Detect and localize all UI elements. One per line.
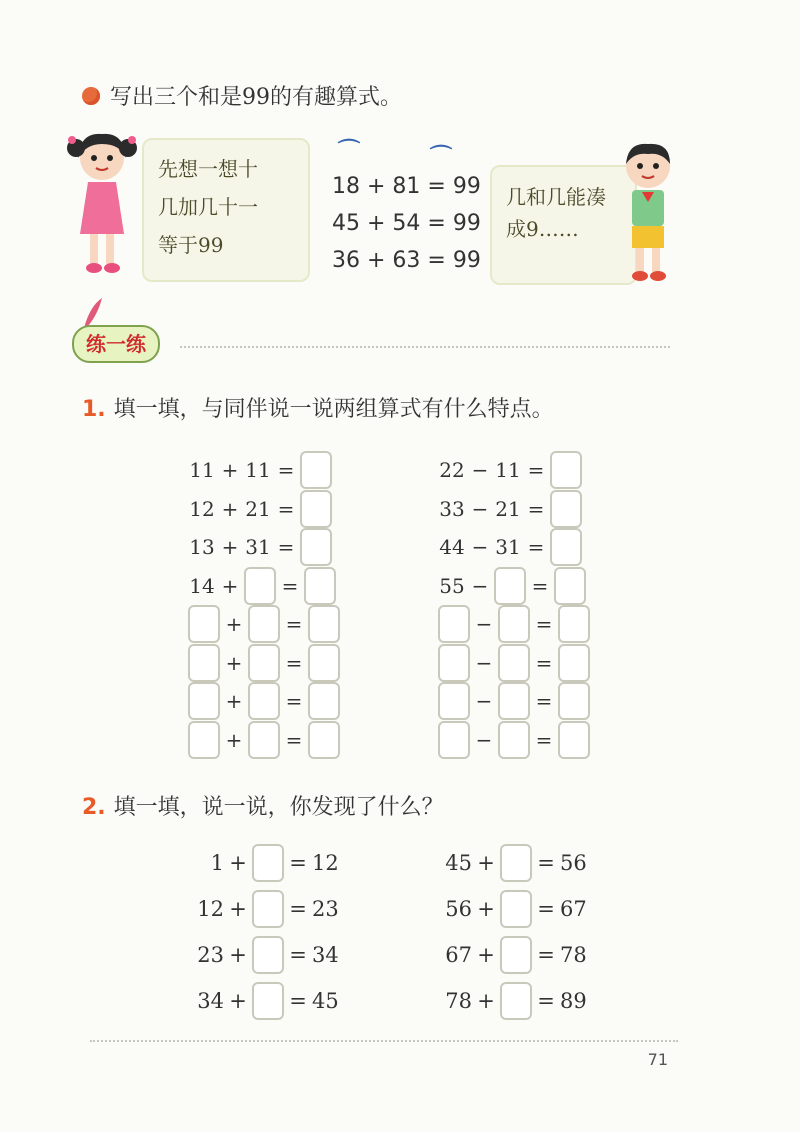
equals-sign: = — [531, 573, 549, 598]
equals-sign: = — [277, 458, 295, 482]
equation-row — [444, 983, 587, 1019]
operand: 34 — [197, 989, 224, 1013]
operator: + — [225, 727, 243, 752]
answer-box[interactable] — [188, 605, 220, 643]
answer-box[interactable] — [438, 721, 470, 759]
answer-box[interactable] — [558, 682, 590, 720]
equation-row — [188, 683, 340, 719]
carry-arc-icon: ⌒ — [430, 144, 453, 170]
operator: − — [475, 727, 493, 752]
equals-sign: = — [285, 727, 303, 752]
equals-sign: = — [537, 851, 555, 875]
equals-sign: = — [527, 496, 545, 521]
answer-box[interactable] — [188, 682, 220, 720]
answer-box[interactable] — [300, 490, 332, 528]
operand: 11 — [245, 458, 271, 482]
answer-box[interactable] — [550, 528, 582, 566]
result: 45 — [312, 989, 339, 1013]
answer-box[interactable] — [498, 682, 530, 720]
answer-box[interactable] — [308, 644, 340, 682]
answer-box[interactable] — [252, 844, 284, 882]
operator: + — [229, 897, 247, 921]
equation-row — [438, 452, 582, 488]
result: 67 — [560, 897, 587, 921]
operator: + — [229, 851, 247, 875]
equation-row — [196, 937, 339, 973]
operand: 13 — [189, 535, 215, 559]
operand: 67 — [445, 943, 472, 967]
equals-sign: = — [527, 458, 545, 482]
bubble-line: 先想一想十 — [158, 157, 258, 181]
operand: 23 — [197, 943, 224, 967]
answer-box[interactable] — [554, 567, 586, 605]
equation-row — [188, 529, 332, 565]
operator: − — [475, 612, 493, 636]
operator: + — [477, 989, 495, 1013]
operator: + — [477, 897, 495, 921]
boy-illustration — [612, 136, 684, 286]
equals-sign: = — [535, 650, 553, 675]
answer-box[interactable] — [500, 982, 532, 1020]
answer-box[interactable] — [558, 644, 590, 682]
question-2-title — [82, 790, 444, 821]
equation-row — [188, 722, 340, 758]
bubble-line: 几加几十一 — [158, 195, 258, 219]
equals-sign: = — [535, 727, 553, 752]
result: 78 — [560, 943, 587, 967]
equation-row — [188, 491, 332, 527]
operand: 11 — [495, 458, 521, 482]
equals-sign: = — [537, 943, 555, 967]
result: 23 — [312, 897, 339, 921]
equation-row — [196, 983, 339, 1019]
answer-box[interactable] — [248, 721, 280, 759]
operand: 31 — [495, 535, 521, 559]
equals-sign: = — [277, 535, 295, 559]
section-tag-practice: 练一练 — [72, 325, 160, 363]
operand: 56 — [445, 897, 472, 921]
equation-row — [196, 891, 339, 927]
answer-box[interactable] — [248, 644, 280, 682]
equation-row — [438, 529, 582, 565]
equation-row — [438, 683, 590, 719]
answer-box[interactable] — [498, 605, 530, 643]
equals-sign: = — [537, 897, 555, 921]
handwritten-equation: 36 + 63 = 99 — [332, 248, 481, 273]
answer-box[interactable] — [550, 490, 582, 528]
equation-row — [196, 845, 339, 881]
equals-sign: = — [289, 943, 307, 967]
operator: − — [475, 650, 493, 675]
equation-row — [188, 645, 340, 681]
equation-row — [188, 452, 332, 488]
operator: + — [477, 851, 495, 875]
operand: 1 — [210, 851, 224, 875]
equation-row — [188, 568, 336, 604]
answer-box[interactable] — [500, 890, 532, 928]
equation-row — [438, 568, 586, 604]
answer-box[interactable] — [438, 644, 470, 682]
bubble-line: 几和几能凑 — [506, 185, 606, 209]
equation-row — [444, 937, 587, 973]
answer-box[interactable] — [500, 844, 532, 882]
operator: + — [221, 535, 239, 559]
answer-box[interactable] — [248, 605, 280, 643]
operator: + — [221, 496, 239, 521]
equals-sign: = — [537, 989, 555, 1013]
answer-box[interactable] — [244, 567, 276, 605]
equals-sign: = — [289, 851, 307, 875]
equals-sign: = — [285, 689, 303, 713]
equation-row — [438, 491, 582, 527]
answer-box[interactable] — [558, 605, 590, 643]
operand: 11 — [189, 458, 215, 482]
operator: + — [225, 689, 243, 713]
equals-sign: = — [289, 897, 307, 921]
operand: 45 — [445, 851, 472, 875]
result: 34 — [312, 943, 339, 967]
answer-box[interactable] — [308, 721, 340, 759]
result: 56 — [560, 851, 587, 875]
operator: + — [225, 612, 243, 636]
answer-box[interactable] — [550, 451, 582, 489]
answer-box[interactable] — [300, 528, 332, 566]
equation-row — [438, 606, 590, 642]
operand: 55 — [439, 573, 465, 598]
operator: − — [475, 689, 493, 713]
operator: + — [221, 458, 239, 482]
equals-sign: = — [285, 650, 303, 675]
answer-box[interactable] — [248, 682, 280, 720]
operand: 33 — [439, 496, 465, 521]
handwritten-equations — [332, 168, 481, 279]
operator: + — [225, 650, 243, 675]
bottom-divider — [90, 1040, 678, 1042]
operand: 44 — [439, 535, 465, 559]
equals-sign: = — [289, 989, 307, 1013]
speech-bubble-girl — [142, 138, 310, 282]
operator: + — [229, 943, 247, 967]
operator: + — [229, 989, 247, 1013]
carry-arc-icon: ⌒ — [338, 138, 361, 164]
bubble-line: 成9…… — [506, 217, 579, 241]
operand: 22 — [439, 458, 465, 482]
question-number: 2. — [82, 795, 106, 820]
equals-sign: = — [535, 612, 553, 636]
page-number: 71 — [647, 1050, 668, 1069]
question-number: 1. — [82, 397, 106, 422]
intro-heading — [82, 80, 402, 111]
operand: 21 — [245, 496, 271, 521]
result: 12 — [312, 851, 339, 875]
equation-row — [188, 606, 340, 642]
equation-row — [444, 845, 587, 881]
operand: 12 — [197, 897, 224, 921]
answer-box[interactable] — [498, 644, 530, 682]
operand: 21 — [495, 496, 521, 521]
operand: 31 — [245, 535, 271, 559]
equals-sign: = — [285, 612, 303, 636]
answer-box[interactable] — [308, 682, 340, 720]
handwritten-equation: 45 + 54 = 99 — [332, 211, 481, 236]
equation-row — [438, 645, 590, 681]
answer-box[interactable] — [308, 605, 340, 643]
answer-box[interactable] — [252, 936, 284, 974]
intro-text: 写出三个和是99的有趣算式。 — [110, 85, 402, 110]
operand: 78 — [445, 989, 472, 1013]
question-text: 填一填，与同伴说一说两组算式有什么特点。 — [113, 397, 554, 422]
result: 89 — [560, 989, 587, 1013]
dotted-divider — [180, 346, 670, 348]
operator: − — [471, 573, 489, 598]
answer-box[interactable] — [438, 682, 470, 720]
operand: 12 — [189, 496, 215, 521]
equals-sign: = — [527, 535, 545, 559]
equals-sign: = — [277, 496, 295, 521]
answer-box[interactable] — [188, 721, 220, 759]
question-1-title — [82, 392, 554, 423]
operator: + — [477, 943, 495, 967]
answer-box[interactable] — [500, 936, 532, 974]
operator: + — [221, 573, 239, 598]
answer-box[interactable] — [498, 721, 530, 759]
equation-row — [444, 891, 587, 927]
operand: 14 — [189, 573, 215, 598]
answer-box[interactable] — [300, 451, 332, 489]
operator: − — [471, 496, 489, 521]
answer-box[interactable] — [188, 644, 220, 682]
handwritten-equation: 18 + 81 = 99 — [332, 174, 481, 199]
girl-illustration — [62, 128, 142, 278]
question-text: 填一填，说一说，你发现了什么？ — [113, 795, 444, 820]
answer-box[interactable] — [558, 721, 590, 759]
answer-box[interactable] — [438, 605, 470, 643]
answer-box[interactable] — [252, 890, 284, 928]
equals-sign: = — [535, 689, 553, 713]
orange-bullet-icon — [82, 87, 100, 105]
answer-box[interactable] — [252, 982, 284, 1020]
equation-row — [438, 722, 590, 758]
operator: − — [471, 535, 489, 559]
bubble-line: 等于99 — [158, 233, 224, 257]
answer-box[interactable] — [494, 567, 526, 605]
answer-box[interactable] — [304, 567, 336, 605]
equals-sign: = — [281, 573, 299, 598]
operator: − — [471, 458, 489, 482]
